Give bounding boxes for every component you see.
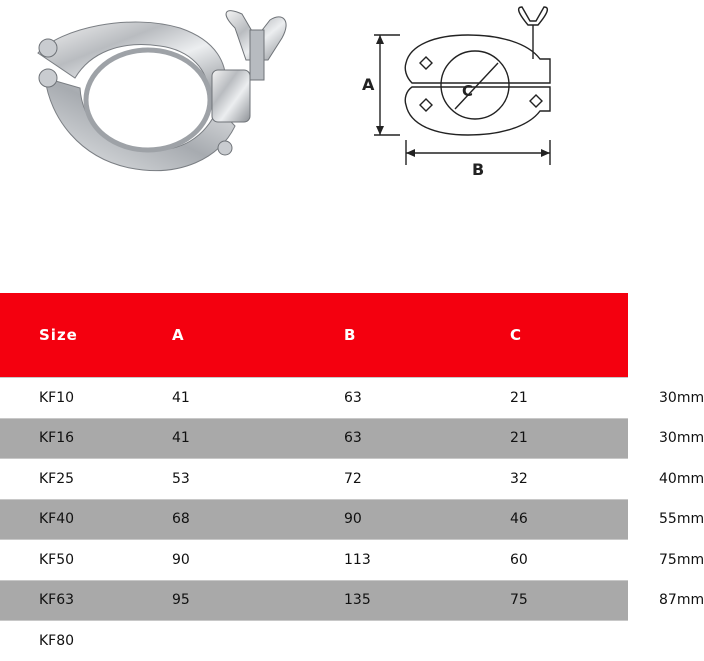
- cell-b: 63: [300, 418, 462, 459]
- dimension-c-label: C: [462, 82, 474, 100]
- cell-c: 21: [462, 378, 628, 419]
- clamp-photo: [20, 8, 290, 198]
- cell-b: 72: [300, 459, 462, 500]
- cell-a: 41: [157, 378, 300, 419]
- cell-b: 63: [300, 378, 462, 419]
- table-row: KF40 68 90 46 55mm: [0, 499, 628, 540]
- table-row: KF50 90 113 60 75mm: [0, 540, 628, 581]
- cell-c: 60: [462, 540, 628, 581]
- cell-c: 32: [462, 459, 628, 500]
- cell-a: 68: [157, 499, 300, 540]
- header-c: C: [462, 293, 628, 378]
- table-row: [0, 621, 628, 661]
- cell-size: KF25: [0, 459, 157, 500]
- cell-c: 21: [462, 418, 628, 459]
- clamp-dimension-diagram: [350, 5, 590, 195]
- table-row: KF10 41 63 21 30mm: [0, 378, 628, 419]
- cell-c: [462, 621, 628, 661]
- cell-size: KF50: [0, 540, 157, 581]
- header-b: B: [300, 293, 462, 378]
- table-row: KF16 41 63 21 30mm: [0, 418, 628, 459]
- cell-size: KF80: [0, 621, 157, 661]
- cell-a: 90: [157, 540, 300, 581]
- cell-size: KF40: [0, 499, 157, 540]
- cell-a: 53: [157, 459, 300, 500]
- header-size: Size: [0, 293, 157, 378]
- cell-size: KF16: [0, 418, 157, 459]
- cell-a: 41: [157, 418, 300, 459]
- cell-a: 95: [157, 580, 300, 621]
- cell-c: 75: [462, 580, 628, 621]
- header-a: A: [157, 293, 300, 378]
- cell-size: KF10: [0, 378, 157, 419]
- dimension-b-label: B: [472, 160, 485, 179]
- cell-b: 113: [300, 540, 462, 581]
- dimension-a-label: A: [362, 75, 375, 94]
- table-header-row: Size A B C 卡盘外径: [0, 293, 628, 378]
- cell-size: KF63: [0, 580, 157, 621]
- cell-b: 90: [300, 499, 462, 540]
- cell-c: 46: [462, 499, 628, 540]
- table-row: KF25 53 72 32 40mm: [0, 459, 628, 500]
- table-row: KF63 95 135 75 87mm: [0, 580, 628, 621]
- cell-b: 135: [300, 580, 462, 621]
- cell-a: [157, 621, 300, 661]
- spec-table: [0, 293, 704, 661]
- cell-b: [300, 621, 462, 661]
